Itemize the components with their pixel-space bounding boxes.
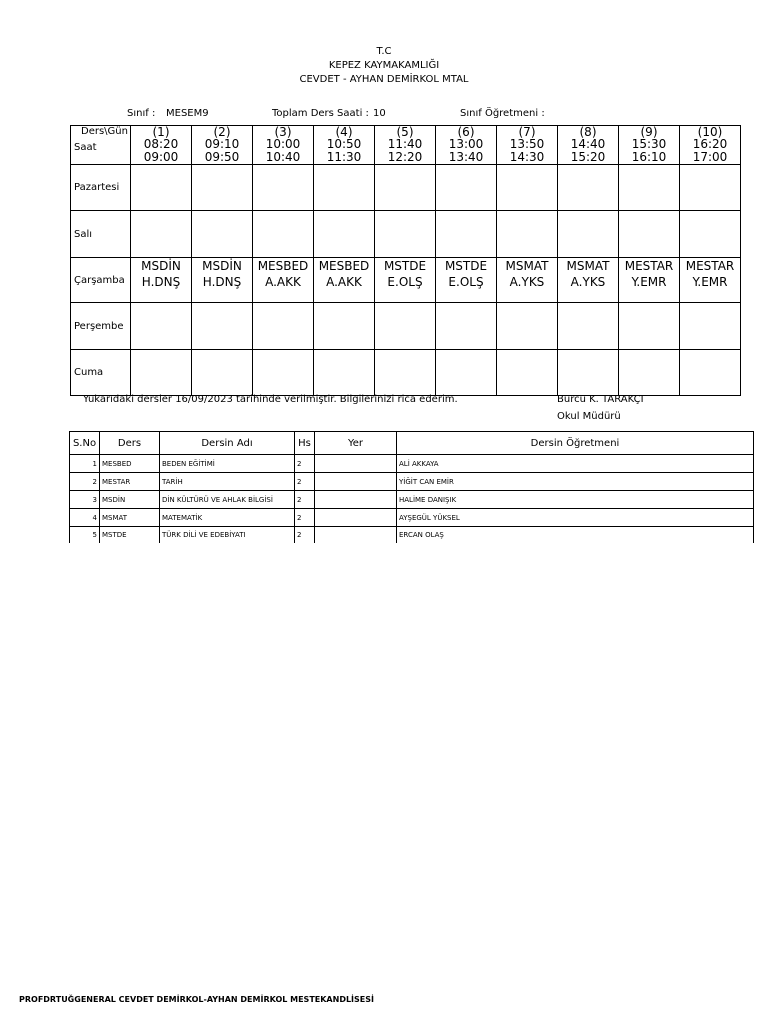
- course-teacher: ALİ AKKAYA: [397, 455, 754, 473]
- principal-title: Okul Müdürü: [557, 411, 621, 422]
- period-end: 10:40: [265, 150, 301, 164]
- course-place: [315, 527, 397, 544]
- lesson-cell: [192, 258, 253, 303]
- timetable-header-row: [71, 126, 741, 165]
- lesson-cell: [192, 350, 253, 396]
- lesson-cell: [436, 350, 497, 396]
- period-end: 09:00: [143, 150, 179, 164]
- period-start: 09:10: [204, 137, 240, 151]
- lesson-cell: [314, 350, 375, 396]
- lesson-cell: [375, 211, 436, 258]
- lesson-code: MESTAR: [624, 259, 674, 273]
- lesson-cell: [558, 350, 619, 396]
- lesson-cell: [680, 258, 741, 303]
- header-line-district: KEPEZ KAYMAKAMLIĞI: [328, 60, 440, 71]
- class-teacher-label: Sınıf Öğretmeni :: [460, 108, 545, 119]
- day-name: Cuma: [71, 350, 131, 396]
- lesson-cell: [497, 165, 558, 211]
- lesson-cell: [436, 165, 497, 211]
- lesson-cell: [497, 258, 558, 303]
- course-name: TARİH: [160, 473, 295, 491]
- lesson-cell: [314, 258, 375, 303]
- course-teacher: ERCAN OLAŞ: [397, 527, 754, 544]
- period-start: 16:20: [692, 137, 728, 151]
- lesson-cell: [619, 350, 680, 396]
- period-start: 11:40: [387, 137, 423, 151]
- day-name: Pazartesi: [71, 165, 131, 211]
- total-hours-label: Toplam Ders Saati :: [272, 108, 369, 119]
- course-row: [70, 473, 754, 491]
- lesson-teacher: A.YKS: [570, 275, 606, 289]
- lesson-teacher: A.AKK: [265, 275, 301, 289]
- row-number: 3: [70, 491, 100, 509]
- course-row: [70, 491, 754, 509]
- lesson-cell: [314, 303, 375, 350]
- timetable: [70, 125, 741, 396]
- period-number: (7): [518, 125, 536, 139]
- period-start: 15:30: [631, 137, 667, 151]
- lesson-cell: [131, 350, 192, 396]
- lesson-cell: [497, 211, 558, 258]
- period-number: (5): [396, 125, 414, 139]
- lesson-cell: [131, 303, 192, 350]
- period-end: 15:20: [570, 150, 606, 164]
- corner-top-label: Ders\Gün: [81, 126, 128, 137]
- lesson-cell: [314, 165, 375, 211]
- course-hours: 2: [295, 491, 315, 509]
- course-code: MSMAT: [100, 509, 160, 527]
- lesson-cell: [253, 303, 314, 350]
- lesson-cell: [192, 165, 253, 211]
- course-teacher: HALİME DANIŞIK: [397, 491, 754, 509]
- course-row: [70, 509, 754, 527]
- period-start: 10:50: [326, 137, 362, 151]
- lesson-code: MSTDE: [444, 259, 488, 273]
- period-header: [619, 126, 680, 165]
- lesson-cell: [131, 165, 192, 211]
- period-header: [192, 126, 253, 165]
- lesson-cell: [436, 211, 497, 258]
- course-code: MSDİN: [100, 491, 160, 509]
- period-end: 09:50: [204, 150, 240, 164]
- lesson-cell: [314, 211, 375, 258]
- course-code: MSTDE: [100, 527, 160, 544]
- lesson-cell: [619, 303, 680, 350]
- lesson-teacher: Y.EMR: [631, 275, 667, 289]
- lesson-cell: [253, 211, 314, 258]
- day-name: Çarşamba: [71, 258, 131, 303]
- lesson-code: MSDİN: [202, 259, 242, 273]
- lesson-teacher: Y.EMR: [692, 275, 728, 289]
- header-line-tc: T.C: [376, 46, 392, 57]
- period-start: 13:00: [448, 137, 484, 151]
- course-teacher: YİĞİT CAN EMİR: [397, 473, 754, 491]
- day-row: [71, 165, 741, 211]
- period-header: [375, 126, 436, 165]
- day-row: [71, 258, 741, 303]
- lesson-cell: [558, 165, 619, 211]
- day-row: [71, 303, 741, 350]
- lesson-cell: [497, 303, 558, 350]
- period-header: [131, 126, 192, 165]
- lesson-teacher: H.DNŞ: [202, 275, 242, 289]
- lesson-code: MSMAT: [566, 259, 610, 273]
- period-header: [253, 126, 314, 165]
- lesson-code: MESBED: [318, 259, 370, 273]
- period-number: (9): [640, 125, 658, 139]
- period-number: (8): [579, 125, 597, 139]
- lesson-cell: [131, 211, 192, 258]
- period-number: (4): [335, 125, 353, 139]
- course-list-table: [69, 431, 754, 543]
- lesson-cell: [619, 211, 680, 258]
- period-number: (10): [697, 125, 723, 139]
- lesson-teacher: A.AKK: [326, 275, 362, 289]
- lesson-cell: [680, 303, 741, 350]
- course-hours: 2: [295, 455, 315, 473]
- lesson-cell: [619, 165, 680, 211]
- course-hours: 2: [295, 473, 315, 491]
- class-value: MESEM9: [166, 108, 209, 119]
- lesson-cell: [558, 303, 619, 350]
- period-start: 10:00: [265, 137, 301, 151]
- course-name: BEDEN EĞİTİMİ: [160, 455, 295, 473]
- lesson-cell: [680, 165, 741, 211]
- lesson-cell: [131, 258, 192, 303]
- lesson-cell: [375, 165, 436, 211]
- lesson-code: MESBED: [257, 259, 309, 273]
- lesson-cell: [375, 258, 436, 303]
- header-place: Yer: [315, 432, 397, 455]
- period-header: [497, 126, 558, 165]
- lesson-cell: [497, 350, 558, 396]
- lesson-teacher: A.YKS: [509, 275, 545, 289]
- lesson-teacher: E.OLŞ: [448, 275, 484, 289]
- course-row: [70, 455, 754, 473]
- header-teacher: Dersin Öğretmeni: [397, 432, 754, 455]
- period-header: [558, 126, 619, 165]
- lesson-cell: [375, 303, 436, 350]
- lesson-code: MSTDE: [383, 259, 427, 273]
- period-end: 11:30: [326, 150, 362, 164]
- day-name: Salı: [71, 211, 131, 258]
- corner-cell: [71, 126, 131, 165]
- lesson-cell: [253, 258, 314, 303]
- day-row: [71, 350, 741, 396]
- period-end: 17:00: [692, 150, 728, 164]
- period-end: 16:10: [631, 150, 667, 164]
- lesson-cell: [253, 165, 314, 211]
- row-number: 5: [70, 527, 100, 544]
- header-course-code: Ders: [100, 432, 160, 455]
- lesson-code: MSDİN: [141, 259, 181, 273]
- course-name: MATEMATİK: [160, 509, 295, 527]
- course-name: TÜRK DİLİ VE EDEBİYATI: [160, 527, 295, 544]
- lesson-cell: [558, 211, 619, 258]
- course-row: [70, 527, 754, 544]
- course-name: DİN KÜLTÜRÜ VE AHLAK BİLGİSİ: [160, 491, 295, 509]
- lesson-cell: [680, 350, 741, 396]
- total-hours-value: 10: [373, 108, 386, 119]
- period-start: 14:40: [570, 137, 606, 151]
- period-start: 08:20: [143, 137, 179, 151]
- notice-text: Yukarıdaki dersler 16/09/2023 tarihinde verilmiştir. Bilgilerinizi rica ederim.: [83, 394, 458, 405]
- row-number: 2: [70, 473, 100, 491]
- lesson-cell: [558, 258, 619, 303]
- course-hours: 2: [295, 527, 315, 544]
- course-teacher: AYŞEGÜL YÜKSEL: [397, 509, 754, 527]
- header-line-school: CEVDET - AYHAN DEMİRKOL MTAL: [299, 74, 469, 85]
- course-place: [315, 455, 397, 473]
- period-number: (3): [274, 125, 292, 139]
- lesson-cell: [375, 350, 436, 396]
- day-name: Perşembe: [71, 303, 131, 350]
- course-code: MESBED: [100, 455, 160, 473]
- course-place: [315, 509, 397, 527]
- header-hours: Hs: [295, 432, 315, 455]
- lesson-cell: [192, 211, 253, 258]
- row-number: 4: [70, 509, 100, 527]
- principal-name: Burcu K. TARAKÇI: [557, 394, 644, 405]
- lesson-cell: [619, 258, 680, 303]
- course-list-header: [70, 432, 754, 455]
- period-end: 14:30: [509, 150, 545, 164]
- corner-bottom-label: Saat: [74, 142, 97, 153]
- period-number: (6): [457, 125, 475, 139]
- lesson-code: MESTAR: [685, 259, 735, 273]
- row-number: 1: [70, 455, 100, 473]
- class-label: Sınıf :: [127, 108, 156, 119]
- course-place: [315, 491, 397, 509]
- course-hours: 2: [295, 509, 315, 527]
- day-row: [71, 211, 741, 258]
- period-number: (2): [213, 125, 231, 139]
- period-number: (1): [152, 125, 170, 139]
- period-start: 13:50: [509, 137, 545, 151]
- lesson-code: MSMAT: [505, 259, 549, 273]
- header-course-name: Dersin Adı: [160, 432, 295, 455]
- footer-school-name: PROFDRTUĞGENERAL CEVDET DEMİRKOL-AYHAN DEMİRKOL MESTEKANDLİSESİ: [19, 995, 374, 1004]
- lesson-cell: [192, 303, 253, 350]
- period-end: 12:20: [387, 150, 423, 164]
- period-header: [436, 126, 497, 165]
- lesson-cell: [253, 350, 314, 396]
- period-end: 13:40: [448, 150, 484, 164]
- lesson-cell: [436, 258, 497, 303]
- lesson-cell: [680, 211, 741, 258]
- lesson-teacher: E.OLŞ: [387, 275, 423, 289]
- header-sno: S.No: [70, 432, 100, 455]
- period-header: [680, 126, 741, 165]
- lesson-cell: [436, 303, 497, 350]
- course-place: [315, 473, 397, 491]
- course-code: MESTAR: [100, 473, 160, 491]
- lesson-teacher: H.DNŞ: [141, 275, 181, 289]
- period-header: [314, 126, 375, 165]
